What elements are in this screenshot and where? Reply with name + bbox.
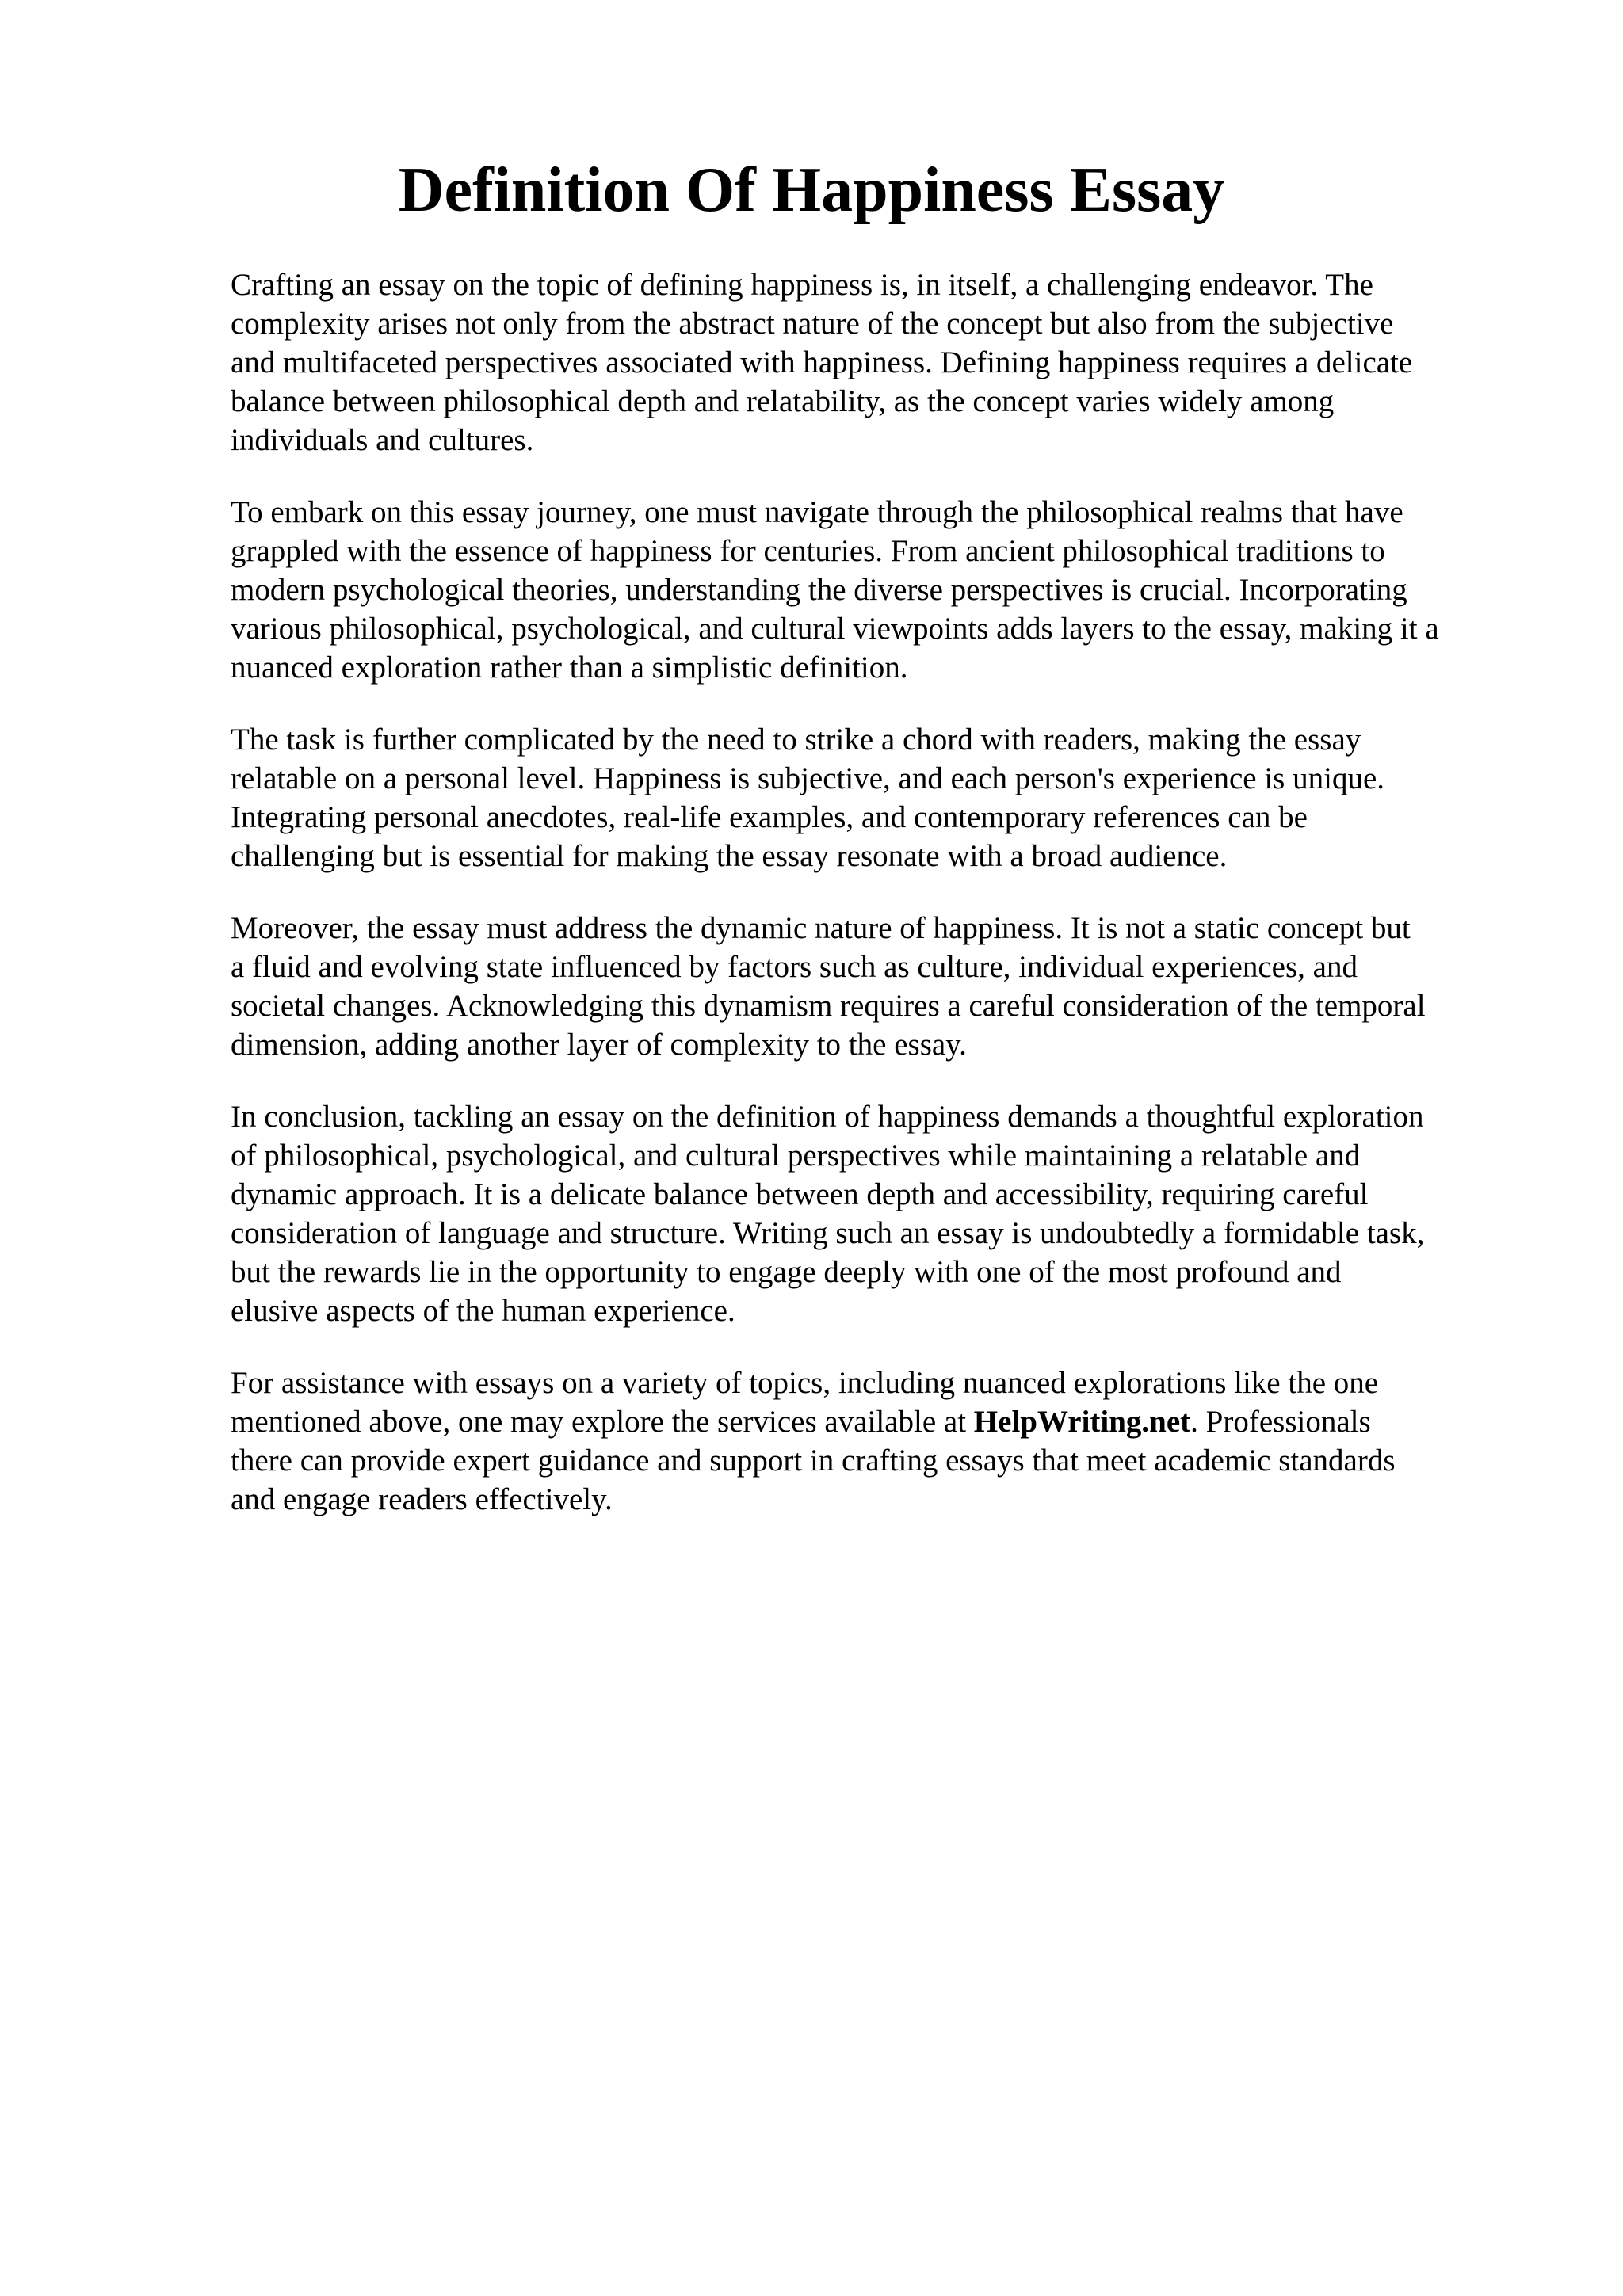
text-line: modern psychological theories, understanding the diverse perspectives is crucial. Incorporating [231, 573, 1407, 607]
text-line: To embark on this essay journey, one must navigate through the philosophical realms that have [231, 495, 1403, 529]
text-line: Integrating personal anecdotes, real-life examples, and contemporary references can be [231, 800, 1308, 834]
paragraph-2 [231, 493, 1530, 687]
text-line: but the rewards lie in the opportunity to engage deeply with one of the most profound and [231, 1255, 1342, 1289]
page-title: Definition Of Happiness Essay [398, 155, 1225, 225]
text-line: individuals and cultures. [231, 423, 534, 457]
text-line: consideration of language and structure. Writing such an essay is undoubtedly a formidable task, [231, 1216, 1425, 1250]
text-line: of philosophical, psychological, and cultural perspectives while maintaining a relatable and [231, 1138, 1361, 1173]
text-line: dimension, adding another layer of complexity to the essay. [231, 1028, 967, 1062]
paragraph-5 [231, 1097, 1530, 1330]
text-line: complexity arises not only from the abstract nature of the concept but also from the subjective [231, 307, 1394, 341]
text-line: relatable on a personal level. Happiness is subjective, and each person's experience is unique. [231, 761, 1385, 795]
text-segment: . Professionals [1190, 1405, 1371, 1439]
text-line: In conclusion, tackling an essay on the definition of happiness demands a thoughtful exploration [231, 1100, 1424, 1134]
paragraph-6 [231, 1363, 1530, 1519]
text-line: grappled with the essence of happiness for centuries. From ancient philosophical traditions to [231, 534, 1385, 568]
text-line: Moreover, the essay must address the dynamic nature of happiness. It is not a static concept but [231, 911, 1411, 945]
text-line: a fluid and evolving state influenced by factors such as culture, individual experiences, and [231, 950, 1358, 984]
essay-body [231, 265, 1530, 1552]
text-line: nuanced exploration rather than a simplistic definition. [231, 650, 908, 685]
text-line: Crafting an essay on the topic of defining happiness is, in itself, a challenging endeavor. The [231, 268, 1373, 302]
helpwriting-link[interactable]: HelpWriting.net [973, 1405, 1191, 1439]
text-line: dynamic approach. It is a delicate balance between depth and accessibility, requiring careful [231, 1177, 1369, 1211]
text-line: and multifaceted perspectives associated with happiness. Defining happiness requires a delicate [231, 345, 1413, 379]
paragraph-3 [231, 720, 1530, 875]
text-line-with-link [231, 1402, 1530, 1441]
text-line: societal changes. Acknowledging this dynamism requires a careful consideration of the temporal [231, 989, 1426, 1023]
text-segment: mentioned above, one may explore the services available at [231, 1405, 974, 1439]
paragraph-1 [231, 265, 1530, 460]
text-line: challenging but is essential for making the essay resonate with a broad audience. [231, 839, 1228, 873]
text-line: balance between philosophical depth and relatability, as the concept varies widely among [231, 384, 1335, 418]
text-line: The task is further complicated by the need to strike a chord with readers, making the essay [231, 723, 1361, 757]
text-line: elusive aspects of the human experience. [231, 1294, 735, 1328]
paragraph-4 [231, 909, 1530, 1064]
text-line: various philosophical, psychological, and cultural viewpoints adds layers to the essay, making it a [231, 612, 1439, 646]
text-line: there can provide expert guidance and support in crafting essays that meet academic standards [231, 1444, 1396, 1478]
text-line: For assistance with essays on a variety of topics, including nuanced explorations like the one [231, 1366, 1379, 1400]
text-line: and engage readers effectively. [231, 1482, 613, 1516]
